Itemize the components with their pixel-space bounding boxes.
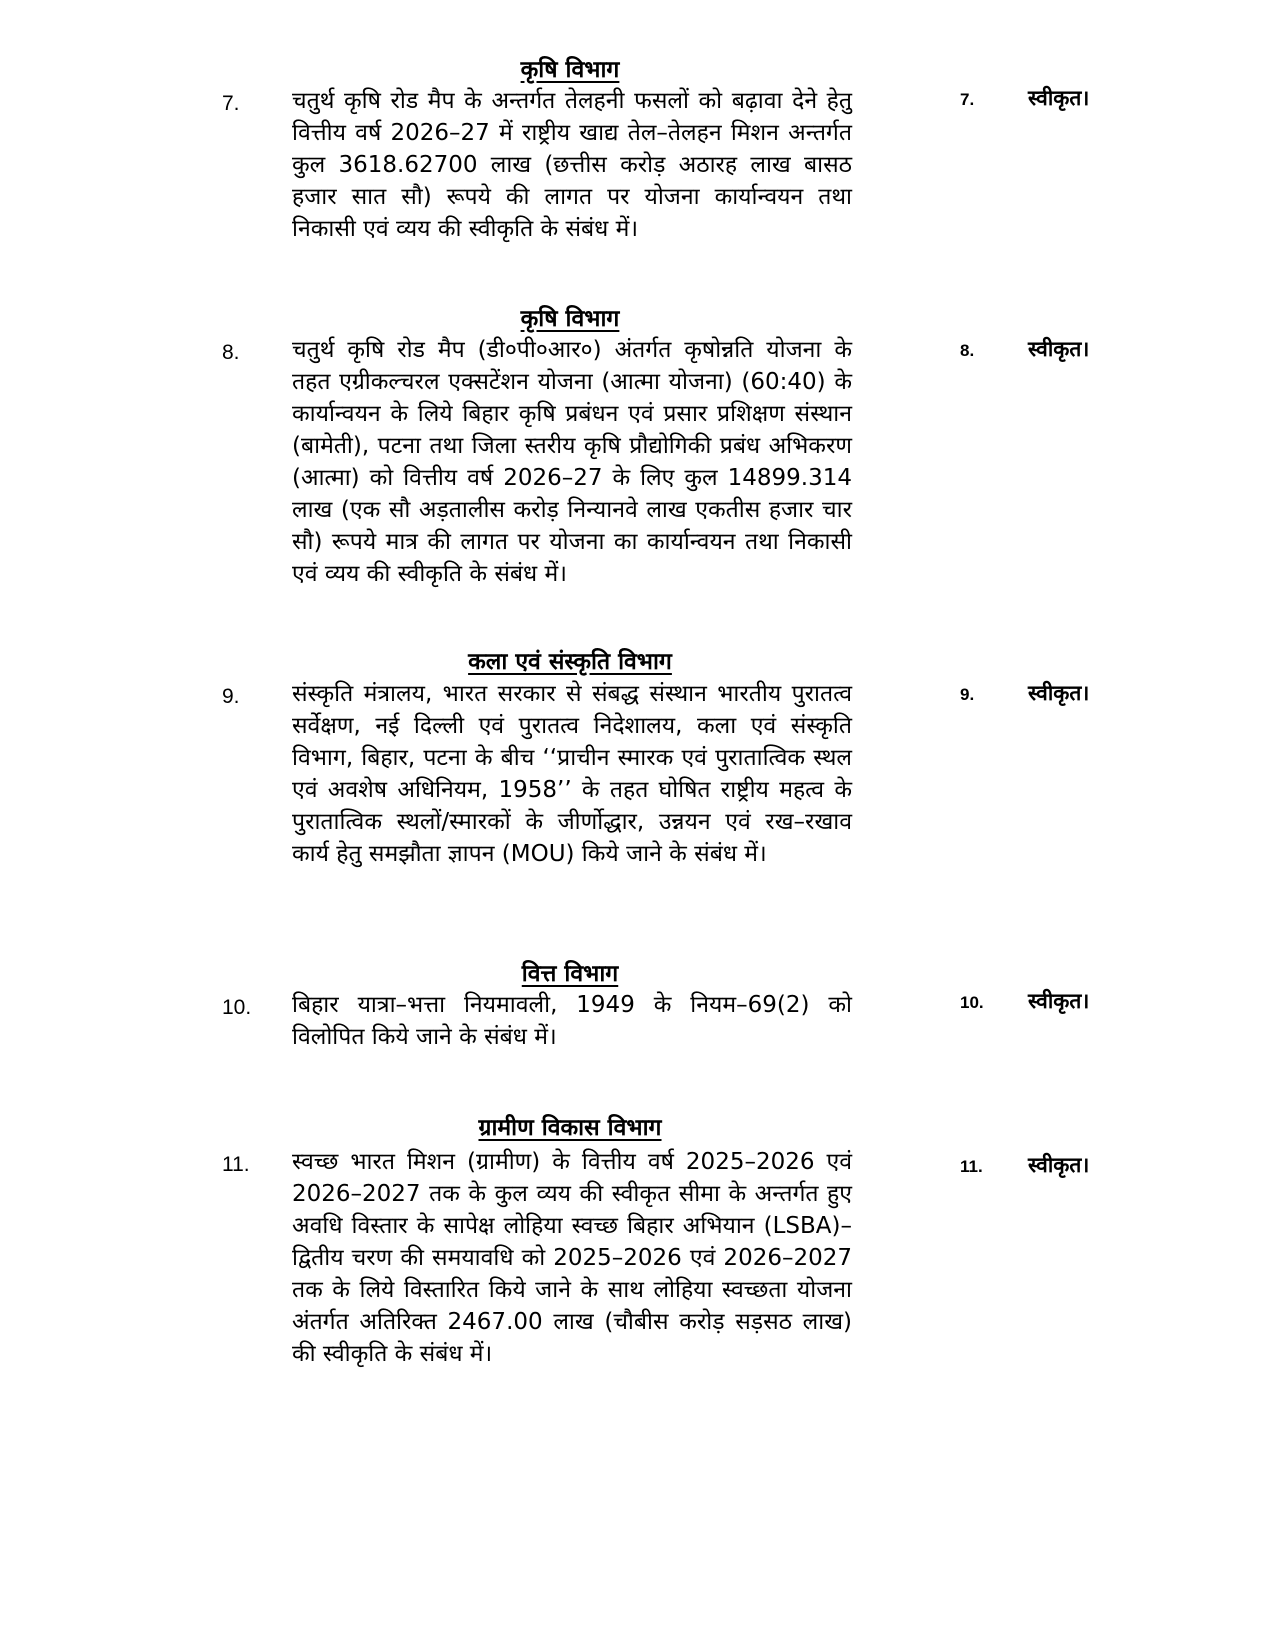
decision-status: स्वीकृत। (1028, 86, 1090, 110)
decision-status: स्वीकृत। (1028, 337, 1090, 361)
decision-number: 7. (960, 90, 975, 109)
item-description: चतुर्थ कृषि रोड मैप के अन्तर्गत तेलहनी फसलों को बढ़ावा देने हेतु वित्तीय वर्ष 2026–27 में राष्ट्रीय खाद्य तेल–तेलहन मिशन अन्तर्गत कुल 3618.62700 लाख (छत्तीस करोड़ अठारह लाख बासठ हजार सात सौ) रूपये की लागत पर योजना कार्यान्वयन तथा निकासी एवं व्यय की स्वीकृति के संबंध में। (292, 88, 852, 242)
item-description: संस्कृति मंत्रालय, भारत सरकार से संबद्ध संस्थान भारतीय पुरातत्व सर्वेक्षण, नई दिल्ली एवं पुरातत्व निदेशालय, कला एवं संस्कृति विभाग, बिहार, पटना के बीच ‘‘प्राचीन स्मारक एवं पुरातात्विक स्थल एवं अवशेष अधिनियम, 1958’’ के तहत घोषित राष्ट्रीय महत्व के पुरातात्विक स्थलों/स्मारकों के जीर्णोद्धार, उन्नयन एवं रख–रखाव कार्य हेतु समझौता ज्ञापन (MOU) किये जाने के संबंध में। (292, 681, 852, 867)
decision-number: 10. (960, 993, 984, 1012)
item-number: 10. (222, 996, 252, 1019)
department-heading: ग्रामीण विकास विभाग (478, 1115, 662, 1141)
department-heading: कला एवं संस्कृति विभाग (468, 649, 672, 675)
item-number: 8. (222, 341, 240, 364)
item-description: बिहार यात्रा–भत्ता नियमावली, 1949 के नियम–69(2) को विलोपित किये जाने के संबंध में। (292, 992, 852, 1050)
department-heading: कृषि विभाग (520, 306, 620, 332)
department-heading: वित्त विभाग (521, 961, 619, 987)
decision-number: 9. (960, 685, 975, 704)
decision-number: 11. (960, 1157, 983, 1176)
decision-status: स्वीकृत। (1028, 681, 1090, 705)
decision-number: 8. (960, 341, 975, 360)
item-number: 9. (222, 685, 240, 708)
item-number: 11. (222, 1153, 250, 1176)
item-number: 7. (222, 92, 240, 115)
decision-status: स्वीकृत। (1028, 1153, 1090, 1177)
department-heading: कृषि विभाग (520, 57, 620, 83)
decision-status: स्वीकृत। (1028, 989, 1090, 1013)
item-description: स्वच्छ भारत मिशन (ग्रामीण) के वित्तीय वर्ष 2025–2026 एवं 2026–2027 तक के कुल व्यय की स्वीकृत सीमा के अन्तर्गत हुए अवधि विस्तार के सापेक्ष लोहिया स्वच्छ बिहार अभियान (LSBA)–द्वितीय चरण की समयावधि को 2025–2026 एवं 2026–2027 तक के लिये विस्तारित किये जाने के साथ लोहिया स्वच्छता योजना अंतर्गत अतिरिक्त 2467.00 लाख (चौबीस करोड़ सड़सठ लाख) की स्वीकृति के संबंध में। (292, 1149, 852, 1367)
item-description: चतुर्थ कृषि रोड मैप (डी०पी०आर०) अंतर्गत कृषोन्नति योजना के तहत एग्रीकल्चरल एक्सटेंशन योजना (आत्मा योजना) (60:40) के कार्यान्वयन के लिये बिहार कृषि प्रबंधन एवं प्रसार प्रशिक्षण संस्थान (बामेती), पटना तथा जिला स्तरीय कृषि प्रौद्योगिकी प्रबंध अभिकरण (आत्मा) को वित्तीय वर्ष 2026–27 के लिए कुल 14899.314 लाख (एक सौ अड़तालीस करोड़ निन्यानवे लाख एकतीस हजार चार सौ) रूपये मात्र की लागत पर योजना का कार्यान्वयन तथा निकासी एवं व्यय की स्वीकृति के संबंध में। (292, 337, 852, 587)
